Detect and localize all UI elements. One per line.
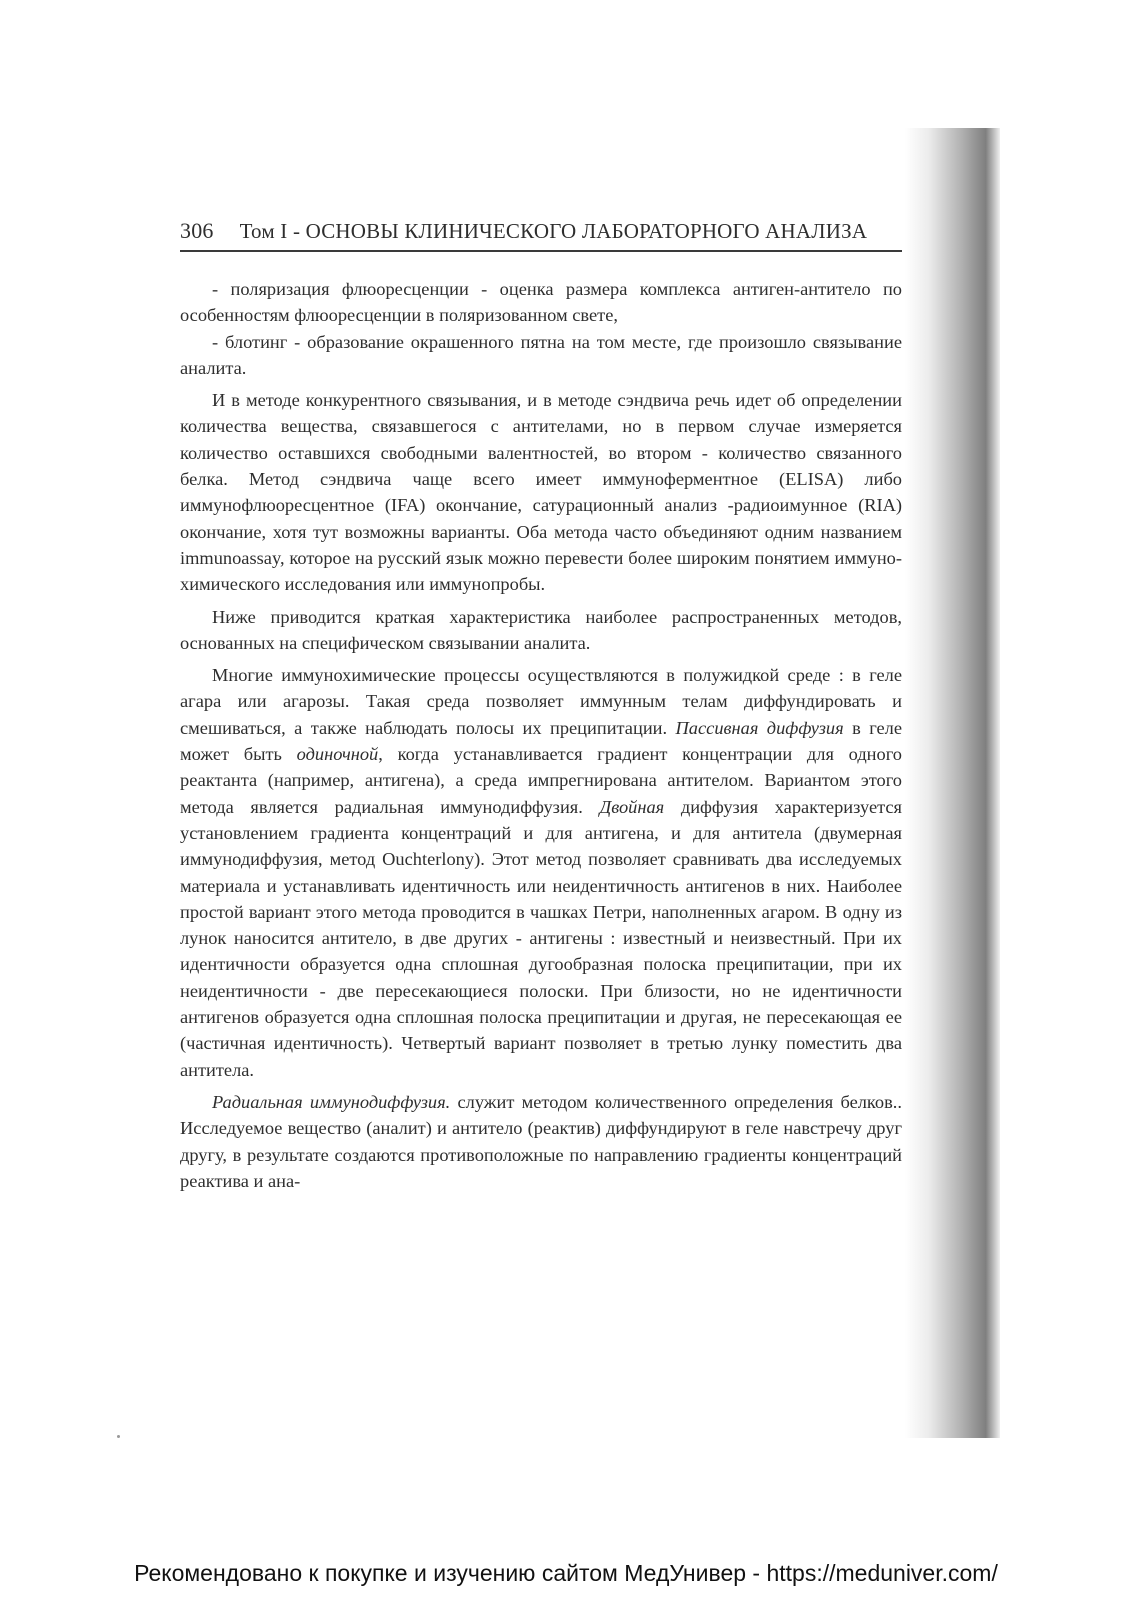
paragraph-fluorescence-polarization: - поляризация флюоресценции - оценка размера комплекса антиген-антитело по особенностям флюоресценции в поляризованном свете, <box>180 279 902 326</box>
text-run: Многие иммунохимические процессы осуществляются в полужидкой среде : в геле агара или агарозы. Такая среда позволяет иммунным телам диффундировать и смешиваться, а также наблюдать полосы их преципитации. <box>180 665 902 738</box>
scan-speck <box>117 1435 120 1438</box>
text-run: в геле может быть <box>180 717 902 765</box>
paragraph-radial-immunodiffusion <box>180 1089 902 1194</box>
text-run: служит методом количественного определения белков.. Исследуемое вещество (аналит) и антитело (реактив) диффундируют в геле навстречу друг другу, в результате создаются противоположные по направлению градиенты концентраций реактива и ана- <box>180 1091 903 1191</box>
paragraph-competitive-binding: И в методе конкурентного связывания, и в методе сэндвича речь идет об определении количества вещества, связавшегося с антителами, но в первом случае измеряется количество оставшихся свободными валентностей, во втором - количество связанного белка. Метод сэндвича чаще всего имеет иммуноферментное (ELISA) либо иммунофлюоресцентное (IFA) окончание, сатурационный анализ -радиоимунное (RIA) окончание, хотя тут возможны варианты. Оба метода часто объединяют одним названием immunoassay, которое на русский язык можно перевести более широким понятием иммуно-химического исследования или иммунопробы. <box>180 390 902 595</box>
italic-term-double: Двойная <box>599 796 665 817</box>
paragraph-blotting: - блотинг - образование окрашенного пятна на том месте, где произошло связывание аналита. <box>180 331 902 378</box>
running-header <box>180 218 900 246</box>
running-title: Том I - ОСНОВЫ КЛИНИЧЕСКОГО ЛАБОРАТОРНОГО АНАЛИЗА <box>239 219 868 243</box>
footer-recommendation: Рекомендовано к покупке и изучению сайтом МедУнивер - https://meduniver.com/ <box>134 1560 998 1586</box>
italic-term-radial-immunodiffusion: Радиальная иммунодиффузия. <box>212 1091 451 1112</box>
body-text <box>180 276 902 1194</box>
text-run: , когда устанавливается градиент концентрации для одного реактанта (например, антигена), а среда импрегнирована антителом. Вариантом этого метода является радиальная иммунодиффузия. <box>180 744 902 817</box>
paragraph-gel-diffusion <box>180 662 902 1083</box>
page-gutter-shadow <box>905 128 1000 1438</box>
page-number: 306 <box>180 218 214 243</box>
header-rule <box>180 250 902 252</box>
italic-term-passive-diffusion: Пассивная диффузия <box>675 717 844 738</box>
paragraph-methods-intro: Ниже приводится краткая характеристика наиболее распространенных методов, основанных на специфическом связывании аналита. <box>180 606 902 653</box>
text-run: диффузия характеризуется установлением градиента концентраций и для антигена, и для антитела (двумерная иммунодиффузия, метод Ouchterlony). Этот метод позволяет сравнивать два исследуемых материала и устанавливать идентичность или неидентичность антигенов в них. Наиболее простой вариант этого метода проводится в чашках Петри, наполненных агаром. В одну из лунок наносится антитело, в две других - антигены : известный и неизвестный. При их идентичности образуется одна сплошная дугообразная полоска преципитации, при их неидентичности - две пересекающиеся полоски. При близости, но не идентичности антигенов образуется одна сплошная полоска преципитации и другая, не пересекающая ее (частичная идентичность). Четвертый вариант позволяет в третью лунку поместить два антитела. <box>180 796 902 1080</box>
italic-term-single: одиночной <box>296 744 379 765</box>
